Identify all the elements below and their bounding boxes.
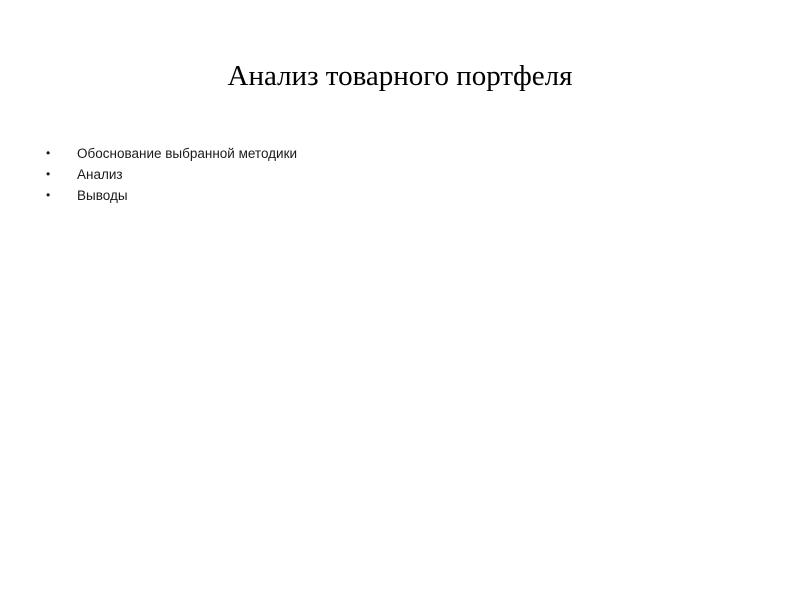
bullet-icon: • (46, 167, 51, 181)
bullet-icon: • (46, 188, 51, 202)
list-item (46, 143, 297, 164)
list-item-label: Анализ (77, 167, 123, 182)
list-item-label: Обоснование выбранной методики (77, 146, 298, 161)
list-item (46, 185, 297, 206)
bullet-list (46, 143, 297, 206)
slide-title: Анализ товарного портфеля (227, 60, 573, 92)
list-item-label: Выводы (77, 188, 128, 203)
bullet-icon: • (46, 146, 51, 160)
list-item (46, 164, 297, 185)
